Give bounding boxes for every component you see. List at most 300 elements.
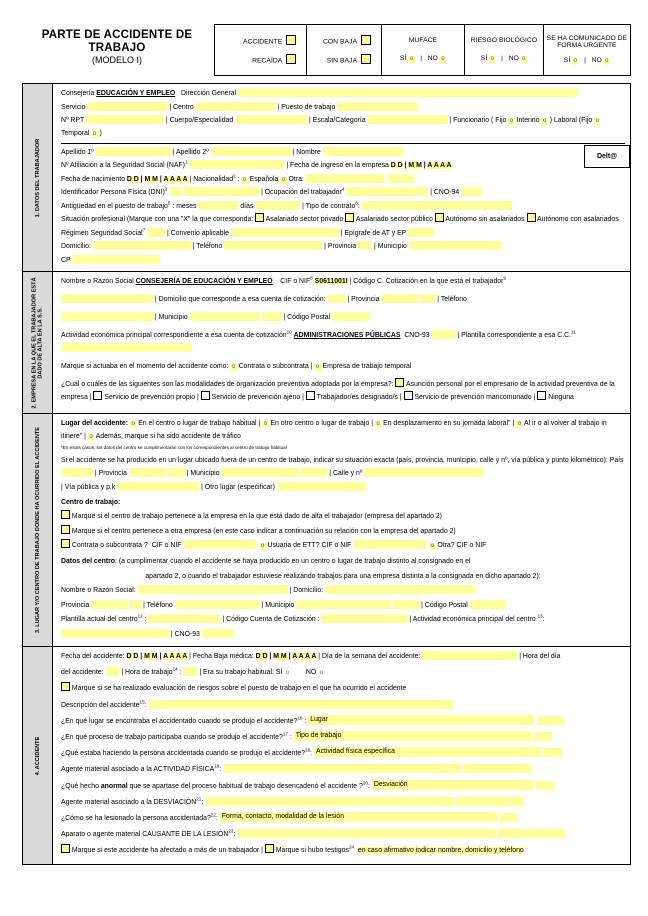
form-field[interactable]: [255, 201, 300, 210]
form-field[interactable]: [61, 312, 153, 321]
form-field[interactable]: [544, 748, 562, 757]
form-field[interactable]: [353, 540, 425, 549]
form-field[interactable]: Desviación: [372, 780, 534, 790]
form-field[interactable]: [419, 294, 435, 303]
radio-option[interactable]: o: [376, 421, 380, 427]
form-label: Asunción personal por el empresario de la actividad preventiva de la empresa |: [61, 381, 617, 401]
form-label: Marque si se ha realizado evaluación de riesgos sobre el puesto de trabajo en el que ha ocurrido el accidente: [70, 685, 407, 693]
form-row: [61, 682, 625, 695]
riesgo-biologico-no-radio[interactable]: o: [522, 55, 526, 62]
form-label: Contrata o subcontrata ? CIF o NIF: [70, 542, 184, 549]
form-field[interactable]: [362, 201, 512, 210]
form-row: [61, 200, 625, 213]
footnote-ref: 14: [172, 666, 178, 672]
form-label: Nº Afiliación a la Seguridad Social (NAF): [61, 162, 185, 169]
form-field[interactable]: Tipo de trabajo: [294, 731, 532, 741]
form-label: Marque si el centro pertenece a otra empresa (en este caso indicar a continuación su relación con la empresa del apartado 2): [70, 527, 456, 535]
form-label: : (a cumplimentar cuando el accidente se haya producido en un centro o lugar de trabajo distinto al consignado en el: [115, 558, 471, 565]
footnote-ref: 5: [167, 200, 171, 206]
form-row: [61, 293, 625, 306]
form-label: Asalariado sector privado: [264, 216, 346, 223]
form-field[interactable]: [190, 312, 260, 321]
form-label: :: [201, 798, 206, 806]
section-content: [53, 272, 630, 413]
form-field[interactable]: [461, 187, 481, 196]
comunicado-si-radio[interactable]: o: [573, 58, 577, 65]
form-row: [61, 780, 625, 793]
form-label: | Plantilla correspondiente a esa C.C.: [455, 332, 572, 339]
form-field[interactable]: [500, 813, 518, 822]
form-field[interactable]: [409, 241, 501, 250]
form-row: [61, 747, 625, 760]
radio-option[interactable]: o: [231, 364, 236, 370]
form-row: [61, 254, 625, 267]
form-label: Autónomo con asalariados: [535, 216, 619, 223]
form-label: Dirección General: [175, 90, 239, 97]
form-label: :: [302, 717, 309, 725]
form-label: | Actividad económica principal del centro: [407, 616, 538, 623]
form-label: | Centro: [167, 103, 196, 111]
form-field[interactable]: [323, 147, 403, 156]
checkbox[interactable]: [61, 682, 70, 691]
form-row: [61, 481, 625, 494]
radio-option[interactable]: o: [430, 543, 434, 549]
footnote-ref: 15: [139, 699, 145, 705]
form-row: [61, 329, 625, 355]
form-field[interactable]: [388, 174, 414, 183]
form-row: [61, 454, 625, 480]
radio-option[interactable]: o: [281, 176, 286, 183]
form-row: [61, 525, 625, 538]
form-label: | Ocupación del trabajador: [259, 189, 342, 196]
muface-no-radio[interactable]: o: [441, 55, 445, 62]
form-label: Nombre o Razón Social:: [61, 587, 138, 594]
form-field[interactable]: [105, 667, 119, 676]
form-field[interactable]: [422, 651, 517, 660]
form-label: anormal: [100, 782, 128, 790]
section-label: 4. ACCIDENTE: [34, 736, 41, 776]
radio-option[interactable]: o: [260, 543, 265, 549]
no-label: NO: [508, 54, 519, 62]
form-label: Autónomo sin asalariados: [443, 216, 527, 223]
form-field[interactable]: [364, 468, 484, 477]
form-field[interactable]: [337, 102, 417, 111]
form-field[interactable]: [91, 600, 127, 609]
section-3-lugar-centro-trabajo: [23, 413, 630, 646]
form-label: | Código Postal: [419, 601, 470, 609]
form-label: CP: [61, 256, 73, 264]
section-2-empresa-alta-ss: [23, 271, 630, 413]
form-field[interactable]: [183, 540, 255, 549]
radio-option[interactable]: o: [131, 421, 135, 427]
form-label: Española: [247, 175, 281, 183]
form-label: Temporal: [61, 117, 607, 137]
form-label: | Calle y nº: [327, 469, 365, 477]
footnote-ref: 19: [214, 764, 220, 770]
form-label: | Domicilio que corresponde a esa cuenta de cotización:: [153, 296, 328, 303]
form-field[interactable]: [301, 468, 327, 477]
form-header: [22, 24, 631, 76]
form-label: del accidente:: [61, 669, 106, 677]
form-label: NO: [290, 669, 319, 677]
section-sidebar: [23, 272, 53, 413]
footnote-ref: 2: [233, 173, 236, 179]
form-row: [61, 763, 625, 776]
footnote-ref: 11: [571, 329, 576, 335]
radio-option[interactable]: o: [263, 421, 268, 427]
form-label: Nº RPT: [61, 117, 86, 124]
form-row: [61, 555, 625, 568]
form-row: [61, 510, 625, 523]
checkbox[interactable]: [255, 213, 264, 222]
footnote-ref: 10: [286, 329, 292, 335]
footnote-ref: 9: [503, 275, 506, 281]
form-field[interactable]: [221, 468, 299, 477]
section-sidebar: [23, 647, 53, 864]
footnote-ref: 3: [164, 186, 168, 192]
form-label: Trabajador/es designado/s |: [314, 394, 404, 401]
form-label: | Fecha Baja médica:: [187, 653, 256, 660]
footnote-ref: 18: [305, 747, 311, 753]
form-label: | Nacionalidad: [187, 175, 234, 183]
form-field[interactable]: [189, 160, 284, 169]
form-field[interactable]: Actividad física específica: [314, 747, 542, 757]
form-label: días: [238, 202, 256, 210]
form-label: Consejería: [61, 90, 97, 97]
form-label: :: [144, 701, 149, 709]
radio-option[interactable]: o: [92, 131, 97, 137]
date-field[interactable]: D D | M M | A A A A: [390, 162, 452, 169]
form-field[interactable]: [129, 468, 165, 477]
riesgo-biologico-label: RIESGO BIOLÓGICO: [470, 37, 538, 45]
form-field[interactable]: [96, 147, 171, 156]
form-label: | Escala/Categoría: [307, 117, 368, 124]
page-title: PARTE DE ACCIDENTE DE TRABAJO: [41, 29, 193, 54]
form-label: | Vía pública y p.k: [61, 484, 118, 491]
form-field[interactable]: [211, 147, 291, 156]
form-field[interactable]: Forma, contacto, modalidad de la lesión: [220, 812, 498, 822]
form-label: | CNO-94: [428, 189, 462, 196]
form-row: [61, 87, 625, 100]
comunicado-no-radio[interactable]: o: [605, 58, 609, 65]
form-label: Otra? CIF o NIF: [435, 542, 487, 549]
form-field[interactable]: [175, 600, 260, 609]
form-row: [61, 570, 625, 583]
form-label: [576, 332, 578, 339]
radio-option[interactable]: o: [595, 118, 599, 124]
form-field[interactable]: [129, 600, 141, 609]
form-field[interactable]: [497, 829, 565, 838]
form-field[interactable]: [368, 115, 448, 124]
form-row: [61, 650, 625, 663]
form-field[interactable]: [138, 585, 288, 594]
form-label: | Nombre: [290, 148, 323, 156]
form-field[interactable]: [358, 241, 372, 250]
sin-baja-checkbox[interactable]: [361, 54, 371, 64]
checkbox[interactable]: [265, 844, 274, 853]
form-label: Al ir o al volver al trabajo in itinere" |: [61, 420, 609, 440]
form-label: Provincia: [61, 601, 92, 609]
form-label: Usuaria de ETT? CIF o NIF: [265, 542, 354, 549]
form-label: Marque si este accidente ha afectado a más de un trabajador |: [70, 847, 265, 855]
header-status-table: [214, 24, 631, 76]
form-field[interactable]: [61, 629, 169, 638]
section-content: [53, 647, 630, 864]
radio-option[interactable]: o: [542, 118, 547, 124]
form-row: [61, 146, 625, 159]
form-label: :: [177, 669, 184, 677]
form-row: [61, 213, 625, 226]
form-field[interactable]: [86, 115, 164, 124]
form-label: Datos del centro: [61, 558, 115, 565]
form-label: :: [287, 733, 294, 741]
section-content: [53, 414, 630, 646]
form-row: [61, 731, 625, 744]
form-title: [22, 24, 212, 76]
form-label: | Otro lugar (especificar): [199, 484, 277, 491]
form-label: CIF o NIF: [272, 278, 311, 285]
form-label: Situación profesional (Marque con una "X" la que corresponda:: [61, 216, 256, 223]
form-label: ¿Cómo se ha lesionado la persona accidentada?: [61, 814, 211, 822]
form-field[interactable]: [224, 241, 322, 250]
radio-option[interactable]: o: [509, 118, 514, 124]
checkbox[interactable]: [61, 525, 70, 534]
form-label: :: [368, 782, 372, 790]
form-field[interactable]: [262, 312, 282, 321]
form-label: | Domicilio:: [287, 587, 326, 594]
form-label: Ninguna: [546, 394, 574, 401]
si-label: SÍ: [563, 57, 571, 65]
checkbox[interactable]: [435, 213, 444, 222]
form-label: Aparato o agente material CAUSANTE DE LA LESIÓN: [61, 831, 229, 839]
form-field[interactable]: [325, 585, 475, 594]
form-field[interactable]: [332, 312, 370, 321]
muface-si-radio[interactable]: o: [409, 55, 414, 62]
form-label: ¿Qué estaba haciendo la persona accidentada cuando se produjo el accidente?: [61, 750, 306, 758]
form-label: Identificador Persona Física (DNI): [61, 189, 165, 196]
form-row: [61, 186, 625, 199]
checkbox[interactable]: [61, 844, 70, 853]
form-label: | Provincia: [345, 296, 382, 303]
form-label: Domicilio:: [61, 243, 93, 250]
baja-cell: [306, 25, 381, 75]
section-label: 2. EMPRESA EN LA QUE EL TRABAJADOR ESTÁ DADO DE ALTA EN LA S.S.: [31, 276, 44, 409]
checkbox[interactable]: [306, 391, 315, 400]
section-label: 3. LUGAR Y/O CENTRO DE TRABAJO DONDE HA OCURRIDO EL ACCIDENTE: [34, 426, 41, 634]
form-label: | CNO-93: [169, 630, 202, 638]
form-label: | Día de la semana del accidente:: [316, 653, 423, 660]
form-field[interactable]: [534, 732, 552, 741]
riesgo-biologico-si-radio[interactable]: o: [490, 55, 494, 62]
form-label: apartado 2, o cuando el trabajador estuviese realizando trabajos para una empresa distinta a la consignada en dicho apartado 2):: [145, 572, 541, 580]
form-label: Contrata o subcontrata |: [236, 363, 315, 370]
form-field[interactable]: [87, 102, 167, 111]
section-label: 1. DATOS DEL TRABAJADOR: [34, 138, 41, 217]
form-field[interactable]: [93, 241, 191, 250]
form-label: :: [542, 616, 545, 623]
form-field[interactable]: [277, 482, 365, 491]
checkbox[interactable]: [527, 213, 536, 222]
recaida-label: RECAÍDA: [252, 57, 283, 65]
radio-option[interactable]: o: [315, 364, 320, 370]
radio-option[interactable]: o: [242, 176, 247, 183]
form-field[interactable]: [169, 187, 181, 196]
form-field[interactable]: [536, 781, 554, 790]
form-label: | Teléfono: [435, 296, 467, 303]
filled-value: S0611001I: [314, 278, 348, 285]
form-label: | Hora del día: [517, 653, 561, 660]
form-label: | Tipo de contrato: [300, 202, 356, 210]
checkbox[interactable]: [404, 391, 413, 400]
date-field[interactable]: D D | M M | A A A A: [126, 175, 188, 183]
form-field[interactable]: [237, 829, 495, 838]
form-row: [61, 311, 625, 324]
form-label: | Apellido 2º: [170, 148, 211, 156]
form-label: | Municipio: [184, 469, 222, 477]
form-field[interactable]: [346, 187, 428, 196]
form-label: Lugar del accidente:: [61, 420, 130, 427]
form-field[interactable]: [306, 174, 384, 183]
form-field[interactable]: [463, 764, 531, 773]
form-field[interactable]: [196, 102, 276, 111]
form-label: | Municipio: [153, 314, 190, 321]
form-field[interactable]: [238, 88, 578, 97]
form-field[interactable]: [61, 343, 191, 352]
radio-option[interactable]: o: [89, 434, 93, 440]
form-label: ¿En qué lugar se encontraba el accidentado cuando se produjo el accidente?: [61, 717, 298, 725]
form-label: | Hora de trabajo: [119, 669, 173, 677]
form-label: Marque si hubo testigos: [273, 847, 349, 855]
date-field[interactable]: D D | M M | A A A A: [255, 653, 317, 660]
radio-option[interactable]: o: [517, 421, 521, 427]
comunicado-urgente-label: SE HA COMUNICADO DE FORMA URGENTE: [546, 34, 628, 50]
form-field[interactable]: [149, 700, 454, 709]
form-field[interactable]: [147, 228, 165, 237]
checkbox[interactable]: [345, 213, 354, 222]
highlight-note: en caso afirmativo indicar nombre, domicilio y teléfono: [357, 847, 524, 855]
form-field[interactable]: [117, 482, 199, 491]
footnote-ref: 20: [362, 780, 368, 786]
form-label: que se apartase del proceso habitual de trabajo desencadenó el accidente ?: [127, 782, 363, 790]
form-field[interactable]: [296, 600, 391, 609]
form-row: [61, 844, 625, 857]
form-row: [61, 828, 625, 841]
footnote-ref: 17: [282, 731, 288, 737]
form-field[interactable]: [328, 294, 346, 303]
footnote-ref: 21: [196, 796, 202, 802]
muface-label: MUFACE: [408, 37, 438, 45]
form-field[interactable]: [183, 667, 197, 676]
form-label: :: [235, 175, 242, 183]
form-label: Agente material asociado a la DESVIACIÓN: [61, 798, 197, 806]
con-baja-checkbox[interactable]: [361, 35, 371, 45]
footnote-ref: 6: [355, 200, 358, 206]
form-field[interactable]: [183, 187, 259, 196]
form-label: :: [215, 814, 220, 822]
no-label: NO: [427, 54, 438, 62]
form-label: | Código C. Cotización en la que está el trabajador: [347, 278, 504, 285]
form-field[interactable]: [381, 294, 417, 303]
form-field[interactable]: [202, 629, 234, 638]
accidente-checkbox[interactable]: [286, 35, 296, 45]
form-field[interactable]: Lugar: [308, 715, 533, 725]
form-field[interactable]: [537, 716, 563, 725]
si-label: SÍ: [480, 54, 488, 62]
checkbox[interactable]: [61, 510, 70, 519]
form-label: Interino: [514, 117, 542, 124]
form-label: En desplazamiento en su jornada laboral" |: [381, 420, 517, 427]
date-field[interactable]: D D | M M | A A A A: [126, 653, 188, 660]
form-field[interactable]: [455, 797, 523, 806]
form-label: ) Laboral (Fijo: [547, 117, 595, 124]
form-label: Además, marque si ha sido accidente de tráfico: [94, 433, 241, 440]
form-label: | Teléfono: [141, 601, 175, 609]
form-field[interactable]: [72, 255, 160, 264]
footnote-ref: 16: [297, 715, 303, 721]
form-field[interactable]: [408, 228, 434, 237]
form-field[interactable]: [470, 600, 506, 609]
form-label: | Municipio: [259, 601, 297, 609]
subsection-top: [61, 87, 625, 143]
accidente-recaida-cell: [215, 25, 306, 75]
form-label: | Código Cuenta de Cotización :: [220, 616, 322, 623]
form-table: [22, 83, 631, 865]
form-label: Marque si actuaba en el momento del accidente como:: [61, 363, 231, 370]
checkbox[interactable]: [201, 391, 210, 400]
section-content: [53, 84, 630, 271]
form-field[interactable]: [148, 614, 220, 623]
form-field[interactable]: [61, 468, 93, 477]
recaida-checkbox[interactable]: [286, 54, 296, 64]
form-field[interactable]: [235, 115, 307, 124]
radio-option[interactable]: o: [319, 670, 324, 677]
accidente-label: ACCIDENTE: [243, 38, 283, 46]
form-row: [61, 699, 625, 712]
form-field[interactable]: [167, 468, 185, 477]
form-label: Plantilla actual del centro: [61, 616, 138, 623]
checkbox[interactable]: [61, 539, 70, 548]
form-label: ¿Qué hecho: [61, 782, 101, 790]
footnote-ref: 8: [310, 275, 313, 281]
form-field[interactable]: [321, 614, 407, 623]
form-row: [61, 796, 625, 809]
form-row: [61, 114, 625, 140]
form-field[interactable]: [61, 294, 153, 303]
form-row: [61, 101, 625, 114]
form-label: Actividad económica principal correspondiente a esa cuenta de cotización: [61, 332, 287, 339]
form-field[interactable]: [198, 201, 238, 210]
form-label: Servicio de prevención ajeno |: [209, 394, 306, 401]
form-field[interactable]: [393, 600, 419, 609]
form-label: Si el accidente se ha producido en un lugar ubicado fuera de un centro de trabajo, indicar su situación exacta (país, provincia, municipio, calle y nº, vía pública y punto kilométrico): País: [61, 456, 626, 464]
form-row: [61, 159, 625, 172]
no-label: NO: [591, 57, 602, 65]
form-label: | Funcionario ( Fijo: [447, 117, 509, 124]
form-field[interactable]: [205, 797, 453, 806]
comunicado-urgente-cell: SE HA COMUNICADO DE FORMA URGENTE SÍ o | NO o: [543, 25, 630, 75]
checkbox[interactable]: [537, 391, 546, 400]
radio-option[interactable]: o: [285, 670, 290, 677]
form-label: | Convenio aplicable: [165, 229, 231, 237]
form-field[interactable]: [231, 228, 339, 237]
form-field[interactable]: [432, 330, 456, 339]
form-field[interactable]: [223, 764, 461, 773]
footnote-ref: 24: [348, 844, 355, 850]
form-row: [61, 628, 625, 641]
form-label: | Teléfono: [190, 243, 225, 250]
form-value-underlined: ADMINISTRACIONES PÚBLICAS: [293, 332, 401, 339]
form-label: | Fecha de ingreso en la empresa: [284, 162, 391, 169]
